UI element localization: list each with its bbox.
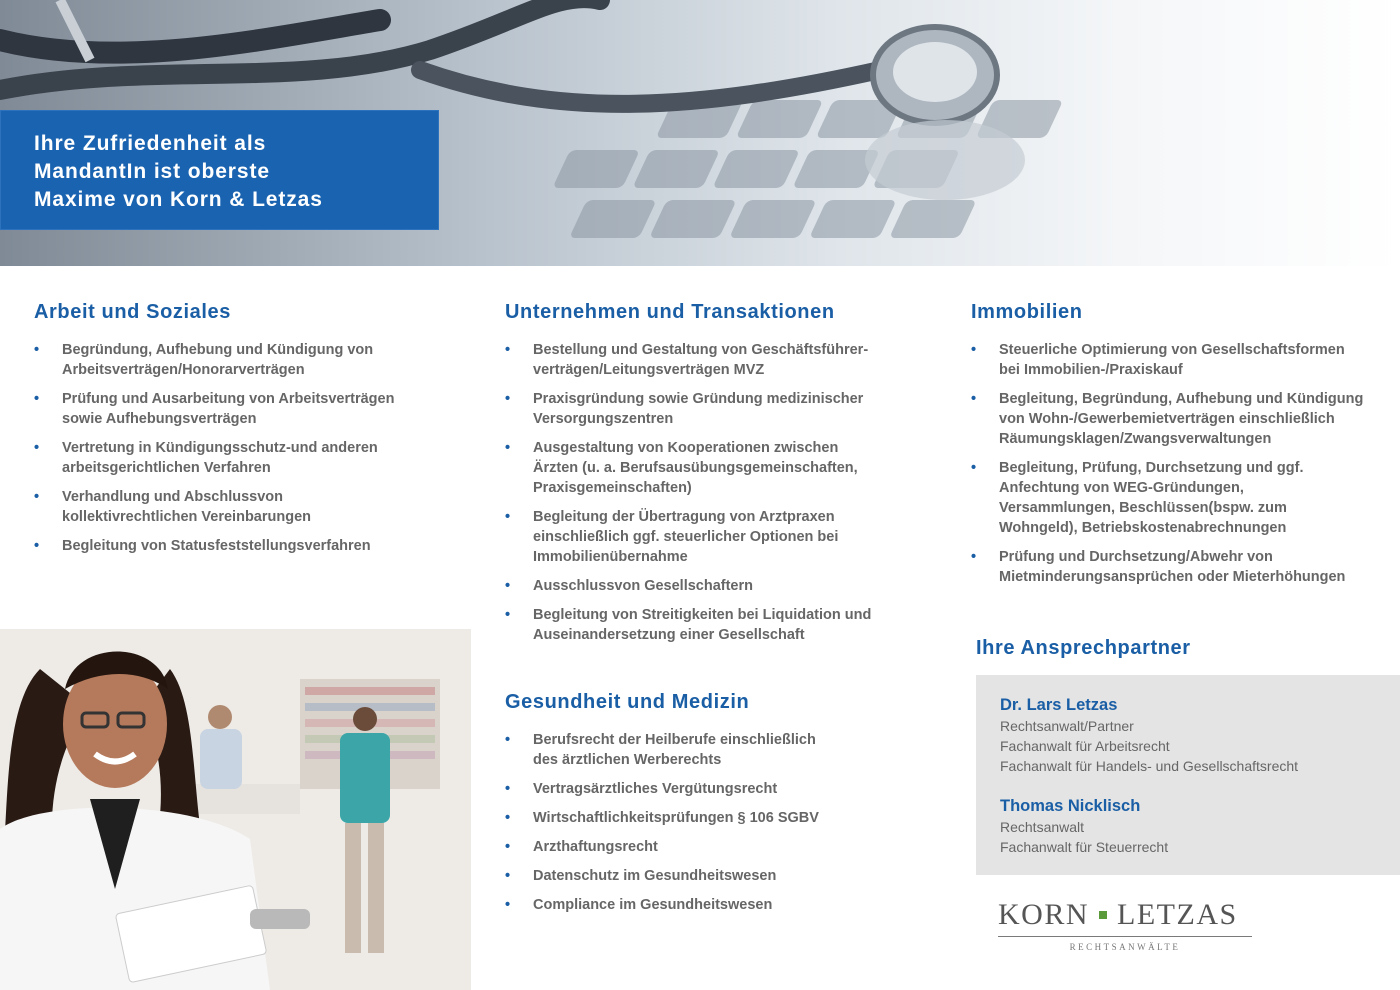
bullet-icon: • [971,391,977,407]
bullet-icon: • [34,538,40,554]
list-item: • Datenschutz im Gesundheitswesen [505,868,777,884]
service-list [34,340,464,556]
service-list [505,730,945,915]
list-item: • Begleitung, Begründung, Aufhebung und Kündigung von Wohn-/Gewerbemietverträgen einschließlich Räumungsklagen/Zwangsverwaltungen [971,391,1364,447]
bullet-icon: • [505,509,511,525]
list-item: • Begleitung von Statusfeststellungsverfahren [34,538,371,554]
list-item: • Compliance im Gesundheitswesen [505,897,773,913]
section-gesundheit-medizin [505,691,945,924]
hero-headline-box [0,110,439,230]
logo-divider [998,936,1252,937]
logo-wordmark [998,898,1238,932]
logo-subtitle: RECHTSANWÄLTE [1069,942,1181,952]
list-item: • Prüfung und Ausarbeitung von Arbeitsverträgen sowie Aufhebungsverträgen [34,391,395,427]
hero-banner [0,0,1400,266]
section-title: Immobilien [971,301,1083,323]
bullet-icon: • [505,391,511,407]
contact-name: Dr. Lars Letzas [1000,696,1118,714]
list-item: • Prüfung und Durchsetzung/Abwehr von Mietminderungsansprüchen oder Mieterhöhungen [971,549,1346,585]
doctor-portrait-image [0,629,471,990]
bullet-icon: • [505,440,511,456]
list-item: • Berufsrecht der Heilberufe einschließlich des ärztlichen Werberechts [505,732,816,768]
hero-headline-line: MandantIn ist oberste [34,160,270,183]
contact-name: Thomas Nicklisch [1000,797,1141,815]
logo-left-word: KORN [998,898,1090,931]
bullet-icon: • [34,391,40,407]
list-item: • Arzthaftungsrecht [505,839,658,855]
portrait-illustration [0,629,471,990]
hero-headline-line: Ihre Zufriedenheit als [34,132,267,155]
list-item: • Bestellung und Gestaltung von Geschäftsführer- verträgen/Leitungsverträgen MVZ [505,342,869,378]
bullet-icon: • [505,607,511,623]
list-item: • Steuerliche Optimierung von Gesellschaftsformen bei Immobilien-/Praxiskauf [971,342,1345,378]
contact-title-line: Fachanwalt für Handels- und Gesellschaftsrecht [1000,758,1299,774]
bullet-icon: • [505,578,511,594]
contacts-box [976,675,1400,875]
bullet-icon: • [971,460,977,476]
list-item: • Begründung, Aufhebung und Kündigung von Arbeitsverträgen/Honorarverträgen [34,342,374,378]
bullet-icon: • [34,440,40,456]
service-list [505,340,945,645]
bullet-icon: • [505,868,511,884]
list-item: • Ausschlussvon Gesellschaftern [505,578,753,594]
hero-headline [34,130,434,214]
contact-title-line: Rechtsanwalt [1000,819,1085,835]
bullet-icon: • [505,732,511,748]
logo-square-icon [1099,911,1107,919]
section-unternehmen-transaktionen [505,301,945,654]
section-immobilien [971,301,1391,596]
bullet-icon: • [505,342,511,358]
section-title: Arbeit und Soziales [34,301,231,323]
contact-title-line: Fachanwalt für Steuerrecht [1000,839,1169,855]
hero-headline-line: Maxime von Korn & Letzas [34,188,323,211]
list-item: • Vertragsärztliches Vergütungsrecht [505,781,778,797]
list-item: • Begleitung, Prüfung, Durchsetzung und ggf. Anfechtung von WEG-Gründungen, Versammlungen, Beschlüssen(bspw. zum Wohngeld), Betriebskostenabrechnungen [971,460,1304,536]
bullet-icon: • [505,839,511,855]
firm-logo [998,898,1254,958]
section-title: Unternehmen und Transaktionen [505,301,835,323]
bullet-icon: • [971,549,977,565]
contact-title-line: Fachanwalt für Arbeitsrecht [1000,738,1170,754]
bullet-icon: • [34,342,40,358]
logo-right-word: LETZAS [1117,898,1238,931]
list-item: • Praxisgründung sowie Gründung medizinischer Versorgungszentren [505,391,864,427]
list-item: • Ausgestaltung von Kooperationen zwischen Ärzten (u. a. Berufsausübungsgemeinschaften, Praxisgemeinschaften) [505,440,858,496]
list-item: • Verhandlung und Abschlussvon kollektivrechtlichen Vereinbarungen [34,489,311,525]
list-item: • Vertretung in Kündigungsschutz-und anderen arbeitsgerichtlichen Verfahren [34,440,378,476]
bullet-icon: • [34,489,40,505]
contact-title-line: Rechtsanwalt/Partner [1000,718,1134,734]
bullet-icon: • [505,781,511,797]
list-item: • Begleitung der Übertragung von Arztpraxen einschließlich ggf. steuerlicher Optionen bei Immobilienübernahme [505,509,839,565]
bullet-icon: • [505,810,511,826]
service-list [971,340,1391,587]
contacts-title: Ihre Ansprechpartner [976,637,1191,659]
list-item: • Wirtschaftlichkeitsprüfungen § 106 SGBV [505,810,819,826]
section-title: Gesundheit und Medizin [505,691,750,713]
section-arbeit-soziales [34,301,464,565]
list-item: • Begleitung von Streitigkeiten bei Liquidation und Auseinandersetzung einer Gesellschaft [505,607,872,643]
bullet-icon: • [971,342,977,358]
bullet-icon: • [505,897,511,913]
